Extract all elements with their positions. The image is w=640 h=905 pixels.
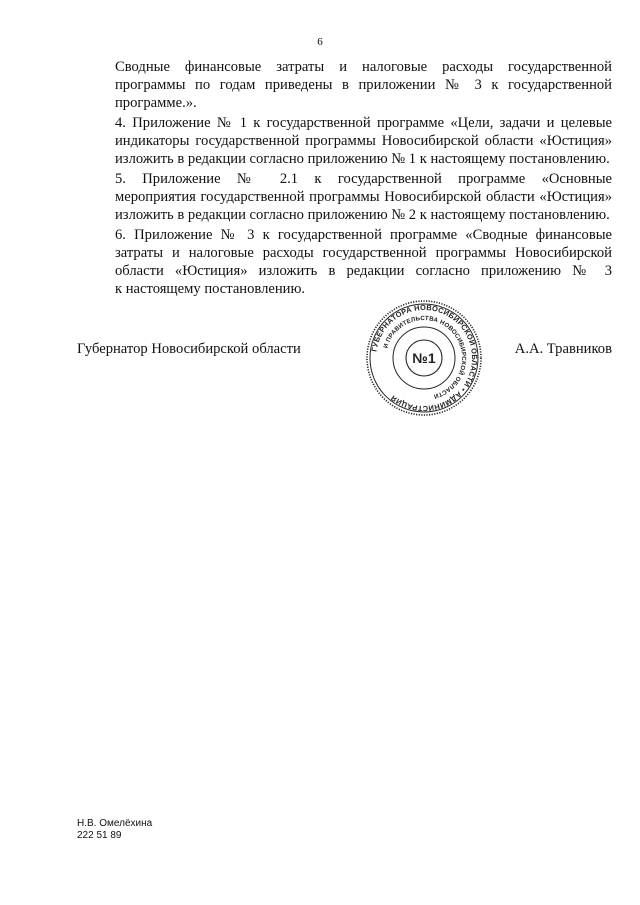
author-name: Н.В. Омелёхина — [77, 818, 153, 829]
text-line: затраты и налоговые расходы государственной программы Новосибирской — [115, 245, 612, 261]
text-line: мероприятия государственной программы Новосибирской области «Юстиция» — [115, 189, 612, 205]
paragraph-3 — [77, 170, 612, 224]
page-number: 6 — [317, 36, 323, 48]
seal-outer-text: ГУБЕРНАТОРА НОВОСИБИРСКОЙ ОБЛАСТИ • АДМИНИСТРАЦИЯ — [369, 302, 480, 414]
text-line: программе.». — [115, 95, 197, 111]
text-line: программы по годам приведены в приложении № 3 к государственной — [115, 77, 612, 93]
seal-inner-text: И ПРАВИТЕЛЬСТВА НОВОСИБИРСКОЙ ОБЛАСТИ — [382, 314, 468, 400]
text-line: 4. Приложение № 1 к государственной программе «Цели, задачи и целевые — [115, 115, 612, 131]
text-line: 5. Приложение № 2.1 к государственной программе «Основные — [115, 171, 612, 187]
text-line: области «Юстиция» изложить в редакции согласно приложению № 3 — [115, 263, 612, 279]
author-phone: 222 51 89 — [77, 830, 122, 841]
text-line: к настоящему постановлению. — [115, 281, 306, 297]
text-line: индикаторы государственной программы Новосибирской области «Юстиция» — [115, 133, 612, 149]
text-line: Сводные финансовые затраты и налоговые расходы государственной — [115, 59, 612, 75]
signatory-name: А.А. Травников — [514, 341, 612, 357]
footer-contact — [77, 818, 152, 842]
document-body — [77, 58, 612, 300]
signature-block — [77, 341, 612, 361]
paragraph-2 — [77, 114, 612, 168]
signatory-title: Губернатор Новосибирской области — [77, 341, 301, 357]
paragraph-1 — [77, 58, 612, 112]
text-line: 6. Приложение № 3 к государственной программе «Сводные финансовые — [115, 227, 612, 243]
official-seal-stamp — [364, 298, 484, 418]
text-line: изложить в редакции согласно приложению № 1 к настоящему постановлению. — [115, 151, 610, 167]
paragraph-4 — [77, 226, 612, 298]
text-line: изложить в редакции согласно приложению № 2 к настоящему постановлению. — [115, 207, 610, 223]
seal-number: №1 — [412, 350, 436, 366]
